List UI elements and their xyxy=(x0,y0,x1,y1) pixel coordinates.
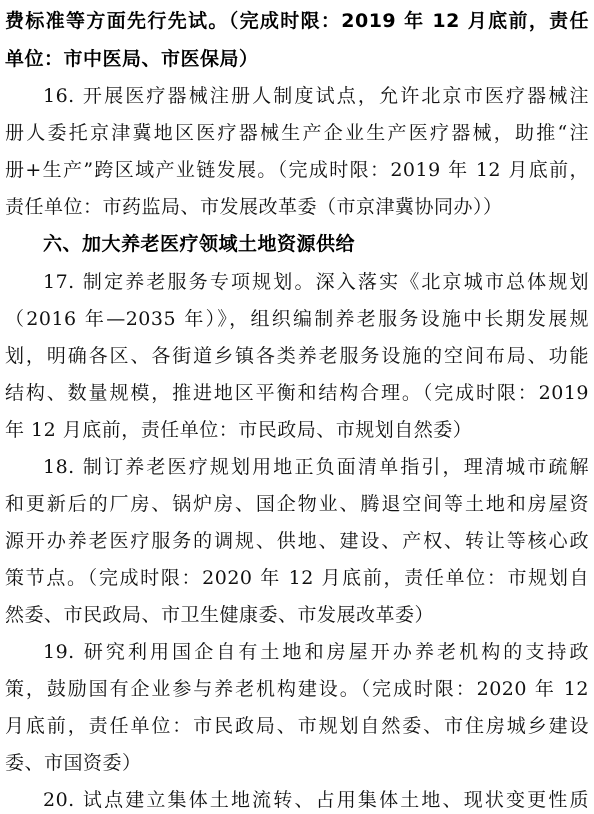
item-18-line-2: 和更新后的厂房、锅炉房、国企物业、腾退空间等土地和房屋资 xyxy=(5,493,589,515)
item-16-line-3: 册+生产”跨区域产业链发展。（完成时限：2019 年 12 月底前， xyxy=(5,159,589,181)
item-19-line-4: 委、市国资委） xyxy=(5,752,142,774)
item-17-line-3: 划，明确各区、各街道乡镇各类养老服务设施的空间布局、功能 xyxy=(5,345,589,367)
item-18-line-1: 18. 制订养老医疗规划用地正负面清单指引，理清城市疏解 xyxy=(43,456,589,478)
item-17-line-2: （2016 年—2035 年）》，组织编制养老服务设施中长期发展规 xyxy=(5,308,589,330)
item-17-line-1: 17. 制定养老服务专项规划。深入落实《北京城市总体规划 xyxy=(43,271,589,293)
item-18-line-3: 源开办养老医疗服务的调规、供地、建设、产权、转让等核心政 xyxy=(5,530,589,552)
item-19-line-3: 月底前，责任单位：市民政局、市规划自然委、市住房城乡建设 xyxy=(5,715,589,737)
item-17-line-4: 结构、数量规模，推进地区平衡和结构合理。（完成时限：2019 xyxy=(5,382,589,404)
item-19-line-2: 策，鼓励国有企业参与养老机构建设。（完成时限：2020 年 12 xyxy=(5,678,589,700)
item-18-line-5: 然委、市民政局、市卫生健康委、市发展改革委） xyxy=(5,604,435,626)
paragraph-15-line-3: 单位：市中医局、市医保局） xyxy=(5,48,259,70)
item-17-line-5: 年 12 月底前，责任单位：市民政局、市规划自然委） xyxy=(5,419,473,441)
item-18-line-4: 策节点。（完成时限：2020 年 12 月底前，责任单位：市规划自 xyxy=(5,567,589,589)
item-19-line-1: 19. 研究利用国企自有土地和房屋开办养老机构的支持政 xyxy=(43,641,589,663)
paragraph-15-line-2: 费标准等方面先行先试。（完成时限：2019 年 12 月底前，责任 xyxy=(5,10,589,32)
item-16-line-2: 册人委托京津冀地区医疗器械生产企业生产医疗器械，助推“注 xyxy=(5,122,589,144)
item-16-line-1: 16. 开展医疗器械注册人制度试点，允许北京市医疗器械注 xyxy=(43,85,589,107)
section-heading-six: 六、加大养老医疗领域土地资源供给 xyxy=(43,233,356,255)
item-16-line-4: 责任单位：市药监局、市发展改革委（市京津冀协同办）） xyxy=(5,196,503,218)
item-20-line-1: 20. 试点建立集体土地流转、占用集体土地、现状变更性质 xyxy=(43,789,589,811)
